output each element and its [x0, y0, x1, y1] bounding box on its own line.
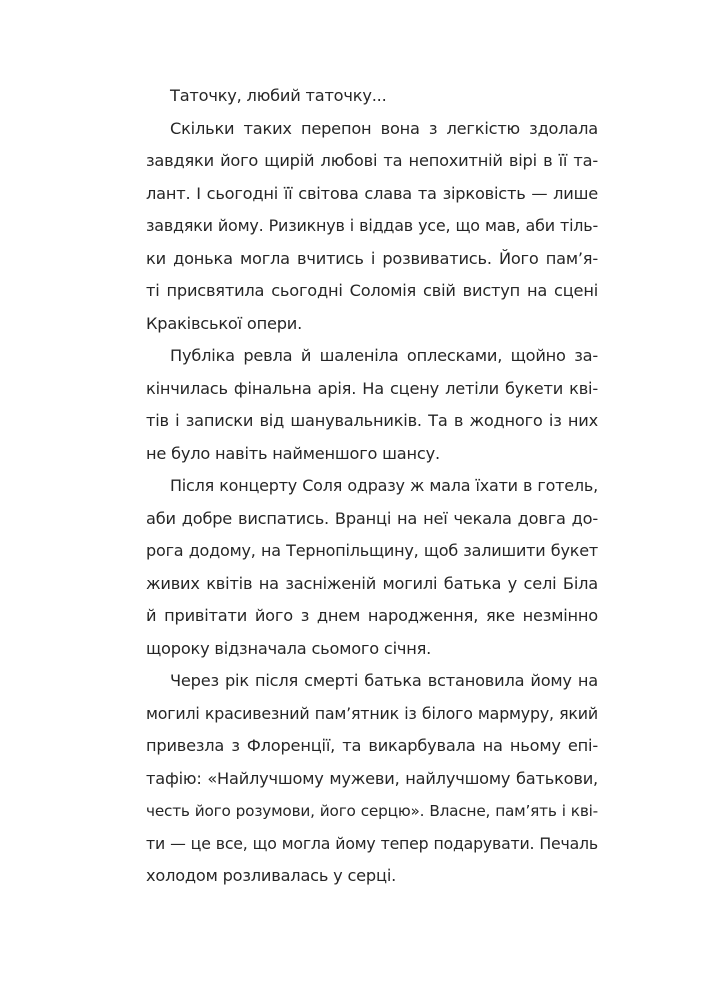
text-line: не було навіть найменшого шансу. [146, 443, 440, 463]
text-line: ті присвятила сьогодні Соломія свій виступ на сцені [146, 281, 598, 300]
text-line: лант. І сьогодні її світова слава та зірковість — лише [146, 183, 598, 203]
text-line: й привітати його з днем народження, яке незмінно [146, 606, 598, 625]
text-line: Таточку, любий таточку... [170, 86, 387, 105]
text-line: Через рік після смерті батька встановила йому на [170, 671, 598, 690]
paragraph-5 [146, 665, 598, 893]
text-line: рога додому, на Тернопільщину, щоб залишити букет [146, 541, 598, 560]
text-line: завдяки його щирій любові та непохитній вірі в її та- [146, 151, 598, 170]
text-line: тафію: «Найлучшому мужеви, найлучшому батькови, [146, 768, 598, 788]
text-line: Публіка ревла й шаленіла оплесками, щойно за- [170, 346, 598, 365]
text-line: щороку відзначала сьомого січня. [146, 638, 432, 658]
paragraph-1 [146, 80, 598, 113]
text-line: аби добре виспатись. Вранці на неї чекала довга до- [146, 508, 598, 528]
text-line: привезла з Флоренції, та викарбувала на ньому епі- [146, 736, 598, 755]
text-line: Після концерту Соля одразу ж мала їхати в готель, [170, 476, 598, 495]
text-line: живих квітів на засніженій могилі батька у селі Біла [146, 573, 598, 593]
body-text [146, 80, 598, 893]
text-line: завдяки йому. Ризикнув і віддав усе, що мав, аби тіль- [146, 216, 598, 235]
text-line: холодом розливалась у серці. [146, 866, 397, 885]
text-line: честь його розумови, його серцю». Власне, пам’ять і кві- [146, 802, 598, 820]
text-line: кінчилась фінальна арія. На сцену летіли букети кві- [146, 378, 598, 398]
text-line: Краківської опери. [146, 313, 303, 333]
text-line: ти — це все, що могла йому тепер подарувати. Печаль [146, 833, 598, 853]
text-line: Скільки таких перепон вона з легкістю здолала [170, 118, 598, 138]
text-line: ки донька могла вчитись і розвиватись. Його пам’я- [146, 248, 598, 268]
paragraph-4 [146, 470, 598, 665]
paragraph-2 [146, 113, 598, 341]
paragraph-3 [146, 340, 598, 470]
text-line: могилі красивезний пам’ятник із білого мармуру, який [146, 703, 598, 723]
text-line: тів і записки від шанувальників. Та в жодного із них [146, 411, 598, 430]
